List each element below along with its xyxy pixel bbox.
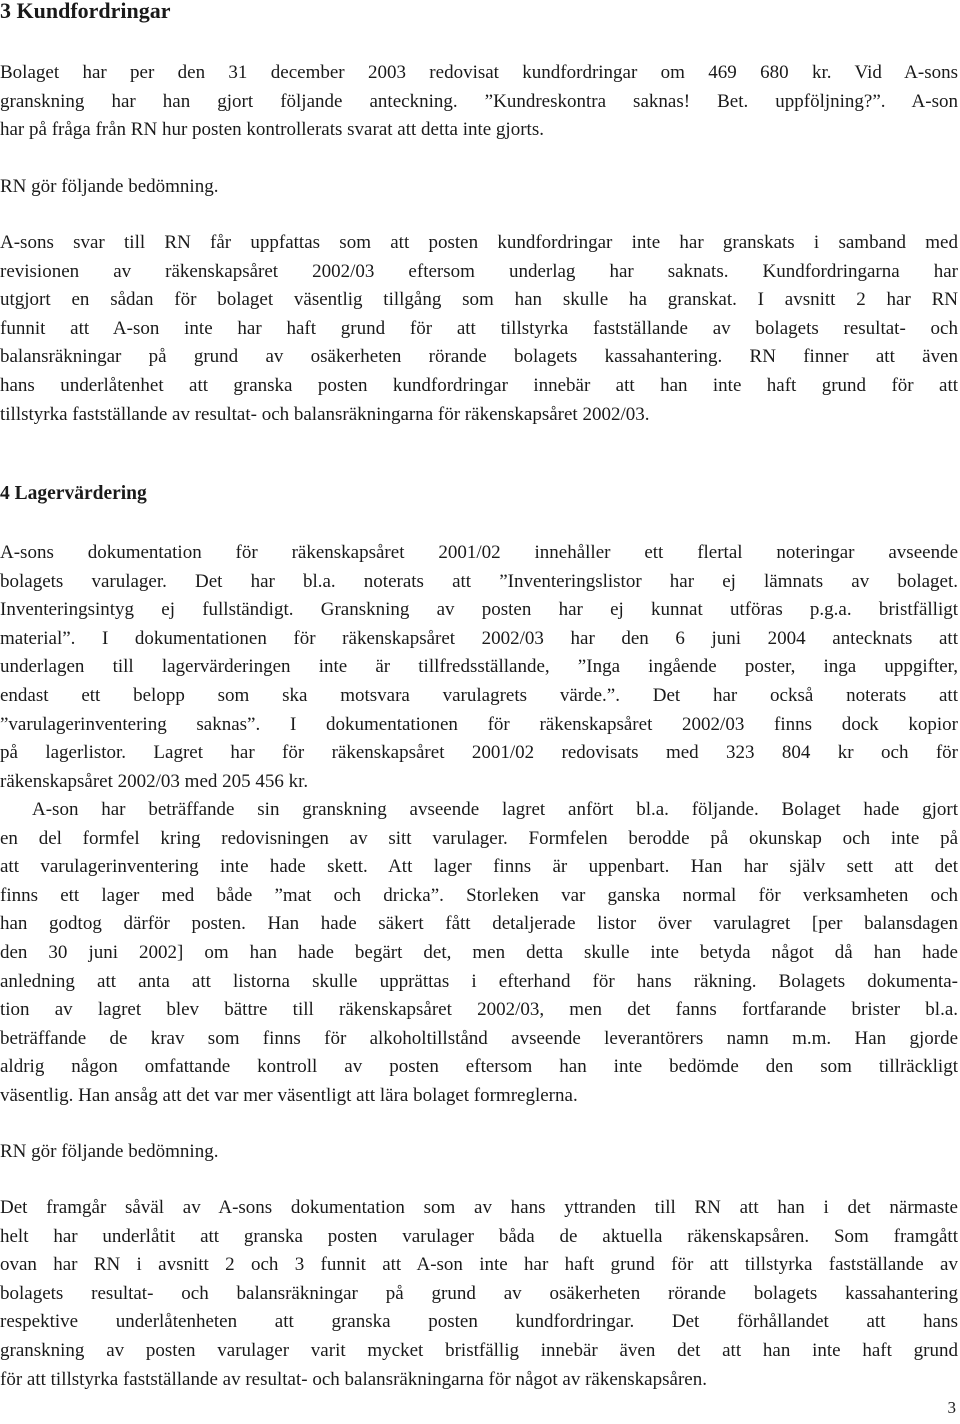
text-line: funnit att A-son inte har haft grund för att tillstyrka fastställande av bolagets resultat- och — [0, 317, 958, 339]
paragraph-rn-assessment-1 — [0, 173, 958, 202]
text-line: A-son har beträffande sin granskning avseende lagret anfört bl.a. följande. Bolaget hade gjort — [32, 799, 958, 820]
text-line: RN gör följande bedömning. — [0, 1141, 219, 1162]
text-line: A-sons svar till RN får uppfattas som att posten kundfordringar inte har granskats i samband med — [0, 232, 958, 253]
text-line: aldrig någon omfattande kontroll av posten eftersom han inte bedömde den som tillräckligt — [0, 1056, 958, 1078]
text-line: har på fråga från RN hur posten kontrollerats svarat att detta inte gjorts. — [0, 119, 544, 141]
text-line: beträffande de krav som finns för alkoholtillstånd avseende leverantörers namn m.m. Han gjorde — [0, 1027, 958, 1049]
text-line: finns ett lager med både ”mat och dricka”. Storleken var ganska normal för verksamheten och — [0, 884, 958, 906]
paragraph-rn-assessment-2 — [0, 1138, 958, 1167]
text-line: han godtog därför posten. Han hade säkert fått detaljerade listor över varulagret [per balansdagen — [0, 913, 958, 935]
text-line: granskning av posten varulager varit mycket bristfällig innebär även det att han inte haft grund — [0, 1339, 958, 1361]
text-line: utgjort en sådan för bolaget väsentlig tillgång som han skulle ha granskat. I avsnitt 2 har RN — [0, 289, 958, 311]
text-line: hans underlåtenhet att granska posten kundfordringar innebär att han inte haft grund för att — [0, 374, 958, 396]
text-line: tillstyrka fastställande av resultat- och balansräkningarna för räkenskapsåret 2002/03. — [0, 403, 650, 425]
paragraph-lager-assessment — [0, 1194, 958, 1394]
page-number: 3 — [947, 1398, 956, 1417]
text-line: väsentlig. Han ansåg att det var mer väsentligt att lära bolaget formreglerna. — [0, 1084, 578, 1106]
text-line: helt har underlåtit att granska posten varulager båda de aktuella räkenskapsåren. Som framgått — [0, 1225, 958, 1247]
text-line: bolagets varulager. Det har bl.a. noterats att ”Inventeringslistor har ej lämnats av bolaget. — [0, 570, 958, 592]
paragraph-kundfordringar-intro — [0, 59, 958, 145]
text-line: en del formfel kring redovisningen av sitt varulager. Formfelen berodde på okunskap och inte på — [0, 827, 958, 849]
text-line: underlagen till lagervärderingen inte är tillfredsställande, ”Inga ingående poster, inga uppgifter, — [0, 656, 958, 678]
text-line: A-sons dokumentation för räkenskapsåret 2001/02 innehåller ett flertal noteringar avseende — [0, 542, 958, 563]
text-line: RN gör följande bedömning. — [0, 176, 219, 197]
text-line: bolagets resultat- och balansräkningar på grund av osäkerheten rörande bolagets kassahantering — [0, 1282, 958, 1304]
text-line: balansräkningar på grund av osäkerheten rörande bolagets kassahantering. RN finner att även — [0, 346, 958, 368]
text-line: på lagerlistor. Lagret har för räkenskapsåret 2001/02 redovisats med 323 804 kr och för — [0, 742, 958, 764]
text-line: att varulagerinventering inte hade skett. Att lager finns är uppenbart. Han har själv sett att det — [0, 856, 958, 878]
text-line: tion av lagret blev bättre till räkenskapsåret 2002/03, men det fanns fortfarande brister bl.a. — [0, 999, 958, 1021]
text-line: räkenskapsåret 2002/03 med 205 456 kr. — [0, 770, 309, 792]
text-line: respektive underlåtenheten att granska posten kundfordringar. Det förhållandet att hans — [0, 1311, 958, 1333]
text-line: endast ett belopp som ska motsvara varulagrets värde.”. Det har också noterats att — [0, 684, 958, 706]
text-line: Bolaget har per den 31 december 2003 redovisat kundfordringar om 469 680 kr. Vid A-sons — [0, 62, 958, 83]
text-line: Inventeringsintyg ej fullständigt. Granskning av posten har ej kunnat utföras p.g.a. bristfälligt — [0, 599, 958, 621]
paragraph-kundfordringar-assessment — [0, 229, 958, 429]
text-line: ”varulagerinventering saknas”. I dokumentationen för räkenskapsåret 2002/03 finns dock kopior — [0, 713, 958, 735]
text-line: Det framgår såväl av A-sons dokumentation som av hans yttranden till RN att han i det närmaste — [0, 1197, 958, 1218]
paragraph-ason-response — [0, 796, 958, 1111]
text-line: anledning att anta att listorna skulle upprättas i efterhand för hans räkning. Bolagets dokumenta- — [0, 970, 958, 992]
section-heading-kundfordringar: 3 Kundfordringar — [0, 0, 171, 23]
text-line: den 30 juni 2002] om han hade begärt det, men detta skulle inte betyda något då han hade — [0, 941, 958, 963]
text-line: material”. I dokumentationen för räkenskapsåret 2002/03 har den 6 juni 2004 antecknats att — [0, 627, 958, 649]
text-line: ovan har RN i avsnitt 2 och 3 funnit att A-son inte har haft grund för att tillstyrka fastställande av — [0, 1254, 958, 1276]
text-line: för att tillstyrka fastställande av resultat- och balansräkningarna för något av räkenskapsåren. — [0, 1368, 707, 1390]
paragraph-lager-documentation — [0, 539, 958, 796]
text-line: revisionen av räkenskapsåret 2002/03 eftersom underlag har saknats. Kundfordringarna har — [0, 260, 958, 282]
section-heading-lagervardering: 4 Lagervärdering — [0, 483, 147, 504]
text-line: granskning har han gjort följande anteckning. ”Kundreskontra saknas! Bet. uppföljning?”. A-son — [0, 90, 958, 112]
